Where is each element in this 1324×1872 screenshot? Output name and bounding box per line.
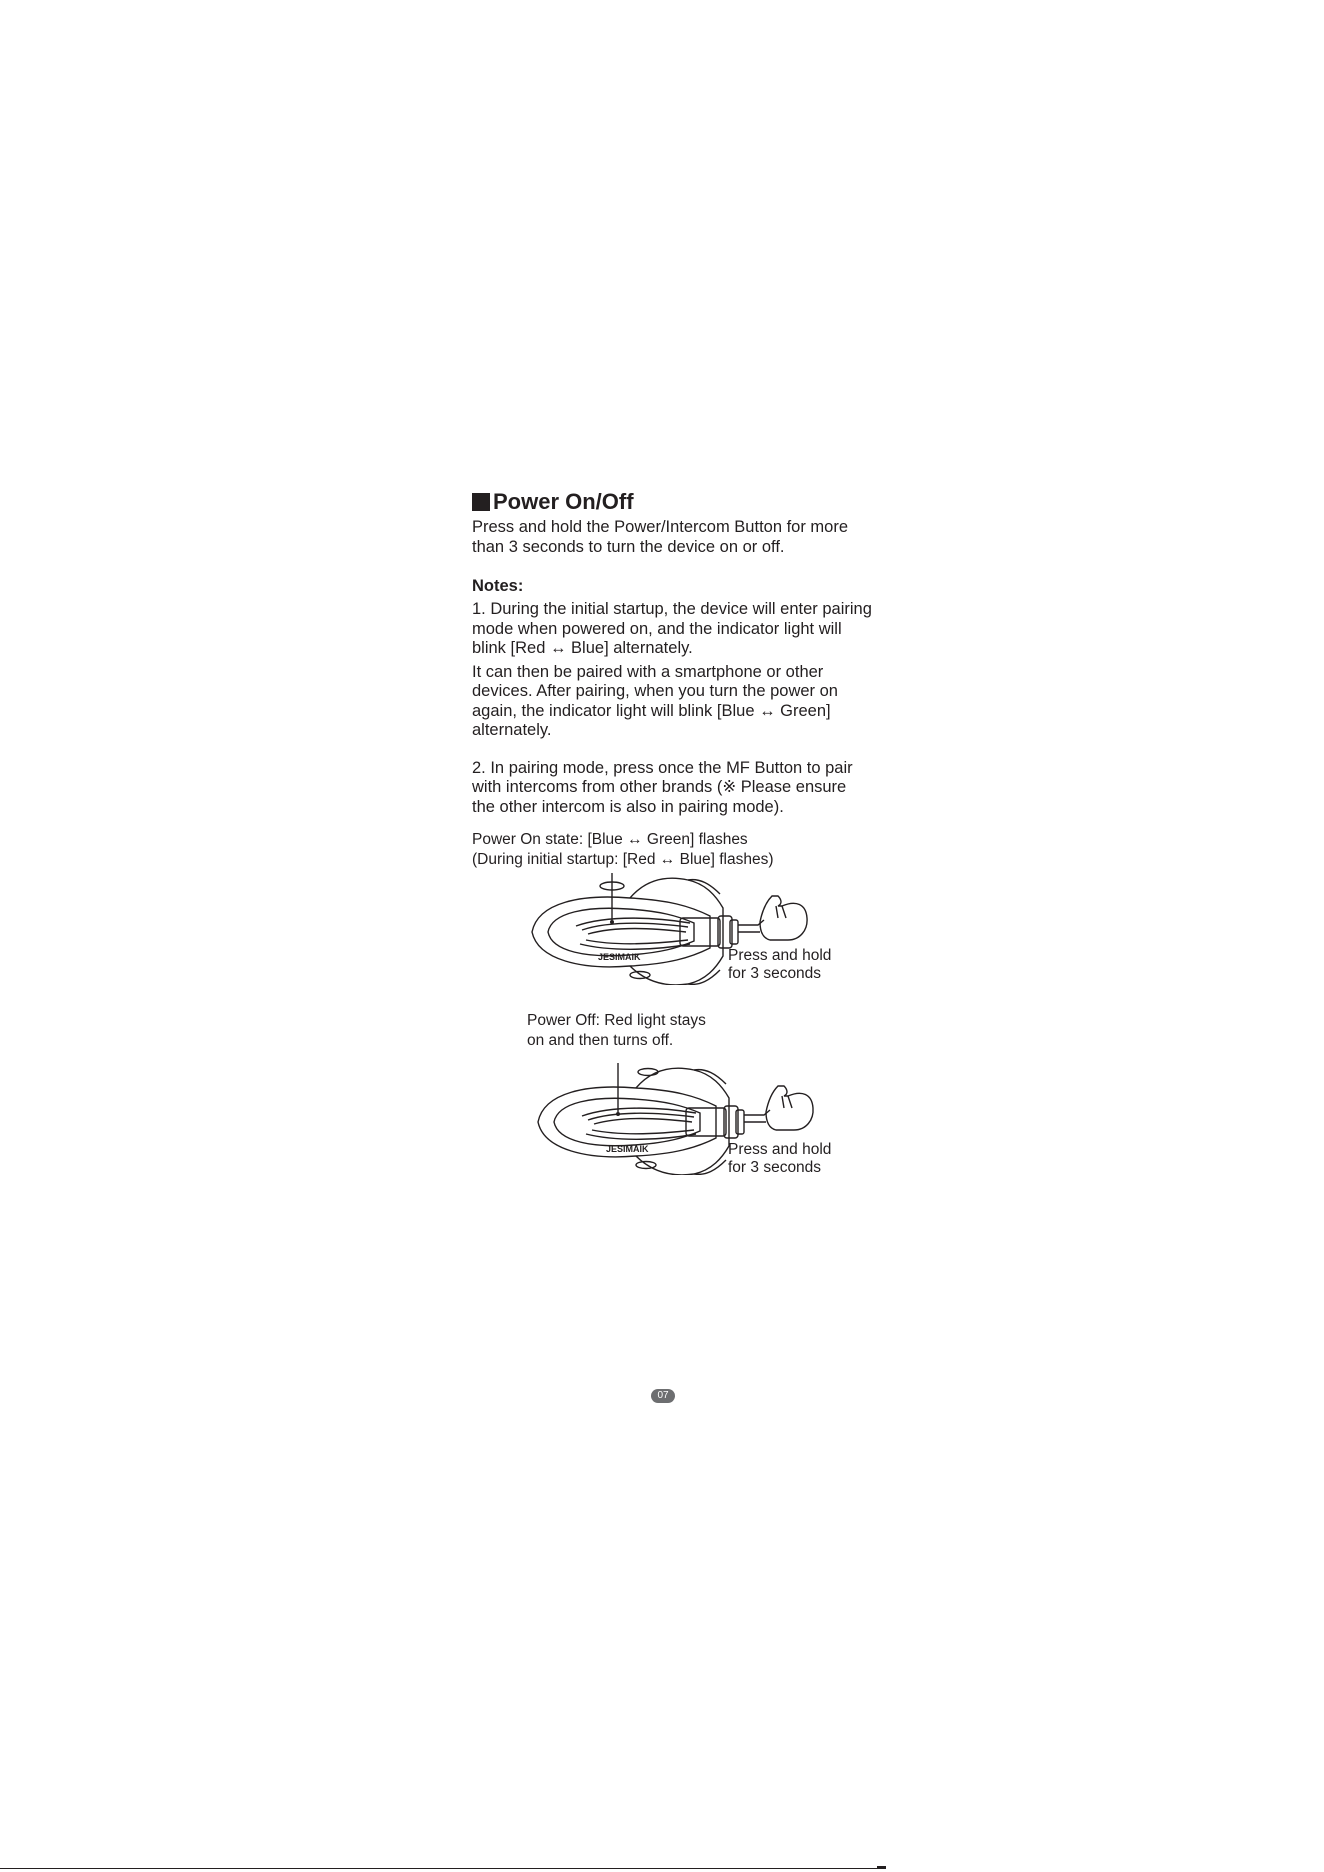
- intro-text: Press and hold the Power/Intercom Button for more than 3 seconds to turn the device on or off.: [472, 518, 849, 556]
- power-on-caption-1: Power On state: [Blue ↔ Green] flashes: [472, 831, 748, 848]
- bottom-border-tick: [877, 1866, 886, 1868]
- press-hold-off-line-2: for 3 seconds: [728, 1159, 822, 1176]
- bottom-border-line: [0, 1868, 886, 1869]
- press-hold-on-line-2: for 3 seconds: [728, 965, 822, 982]
- note-1-continued: It can then be paired with a smartphone or other devices. After pairing, when you turn the power on again, the indicator light will blink [Blue ↔ Green] alternately.: [472, 662, 838, 739]
- note-1-text: 1. During the initial startup, the device will enter pairing mode when powered on, and the indicator light will blink [Red ↔ Blue] alternately.: [472, 600, 872, 657]
- brand-logo-on: JESIMAIK: [598, 952, 641, 962]
- power-off-caption-1: Power Off: Red light stays: [527, 1012, 706, 1029]
- press-hold-off-line-1: Press and hold: [728, 1141, 832, 1158]
- page-number-badge: 07: [651, 1389, 675, 1403]
- power-section: [472, 488, 872, 817]
- square-bullet-icon: [472, 493, 490, 511]
- press-hold-on-line-1: Press and hold: [728, 947, 832, 964]
- power-on-caption-2: (During initial startup: [Red ↔ Blue] flashes): [472, 851, 774, 868]
- notes-heading: Notes:: [472, 577, 524, 595]
- power-off-caption-2: on and then turns off.: [527, 1032, 674, 1049]
- section-title: [472, 488, 872, 516]
- brand-logo-off: JESIMAIK: [606, 1144, 649, 1154]
- note-2-text: 2. In pairing mode, press once the MF Button to pair with intercoms from other brands (※ Please ensure the other intercom is also in pairing mode).: [472, 758, 853, 816]
- section-title-text: Power On/Off: [493, 489, 634, 514]
